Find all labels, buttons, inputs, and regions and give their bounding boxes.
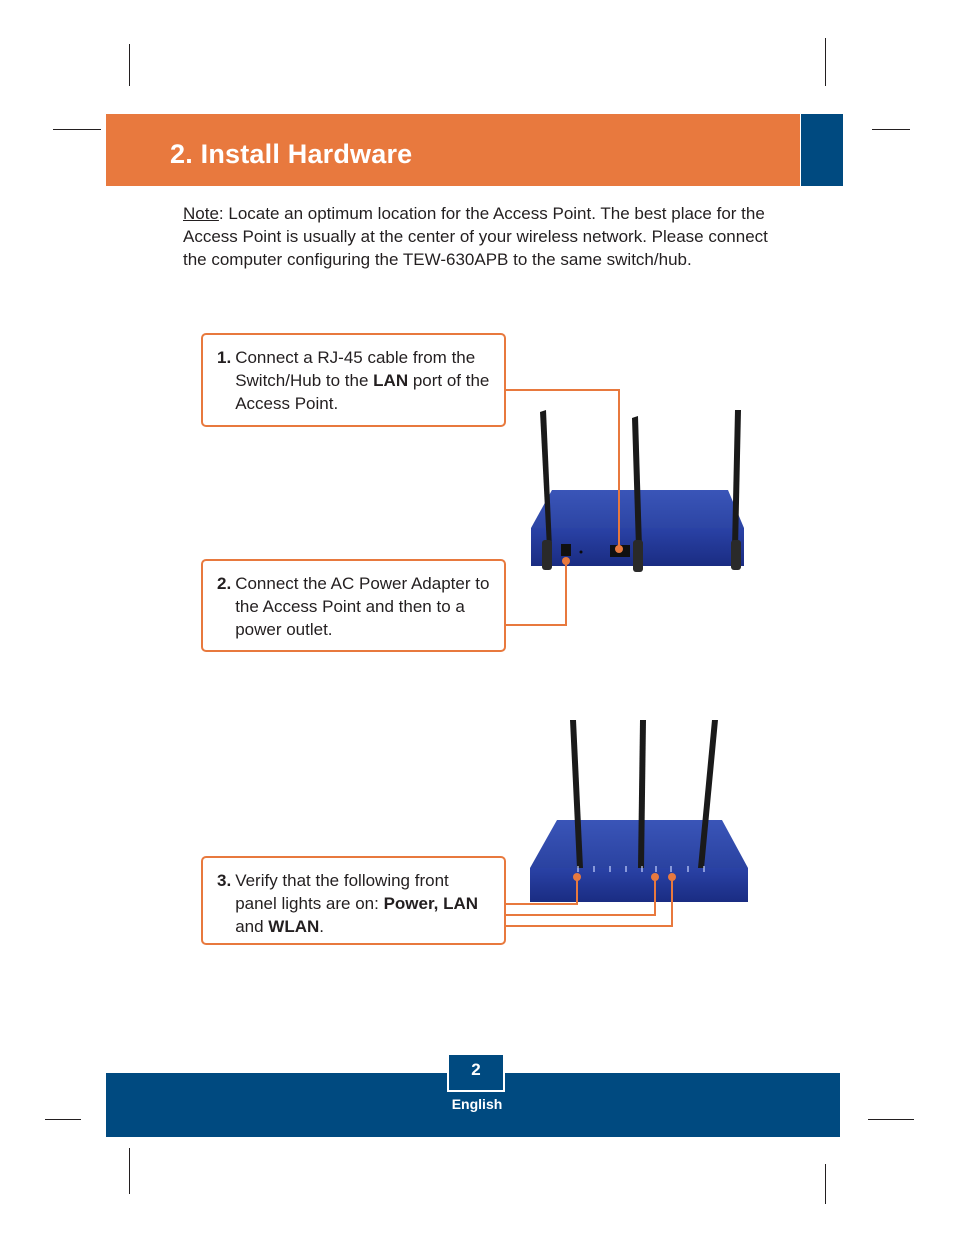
- step-text: and: [235, 917, 269, 936]
- note-label: Note: [183, 204, 219, 223]
- power-led-marker: [573, 873, 581, 881]
- step-number: 2.: [217, 574, 232, 593]
- note-text: : Locate an optimum location for the Access Point. The best place for the Access Point is usually at the center of your wireless network. Please connect the computer configuring the TEW-630APB to the same switch/hub.: [183, 204, 768, 269]
- page-title: 2. Install Hardware: [170, 139, 413, 169]
- access-point-front-image: [530, 720, 748, 902]
- step-text: port of the Access Point.: [235, 371, 490, 413]
- access-point-rear-image: [531, 410, 744, 572]
- lan-led-marker: [651, 873, 659, 881]
- page-number: 2: [471, 1060, 481, 1079]
- step-text: Connect the AC Power Adapter to the Access Point and then to a power outlet.: [235, 574, 490, 639]
- step-text: Verify that the following front panel lights are on:: [235, 871, 449, 913]
- wlan-led-marker: [668, 873, 676, 881]
- callout-2-leader: [505, 563, 566, 625]
- power-port-marker: [562, 557, 570, 565]
- step-number: 1.: [217, 348, 232, 367]
- step-text: .: [319, 917, 324, 936]
- step-3-callout: [201, 856, 506, 945]
- step-number: 3.: [217, 871, 232, 890]
- step-bold-text: WLAN: [268, 917, 320, 936]
- device-front-panel: [530, 868, 748, 902]
- step-bold-text: LAN: [373, 371, 409, 390]
- lan-port-marker: [615, 545, 623, 553]
- step-2-callout: [201, 559, 506, 652]
- step-1-callout: [201, 333, 506, 427]
- step-bold-text: Power, LAN: [383, 894, 479, 913]
- step-text: Connect a RJ-45 cable from the Switch/Hub to the: [235, 348, 476, 390]
- language-label: English: [451, 1096, 503, 1112]
- power-port: [561, 544, 571, 556]
